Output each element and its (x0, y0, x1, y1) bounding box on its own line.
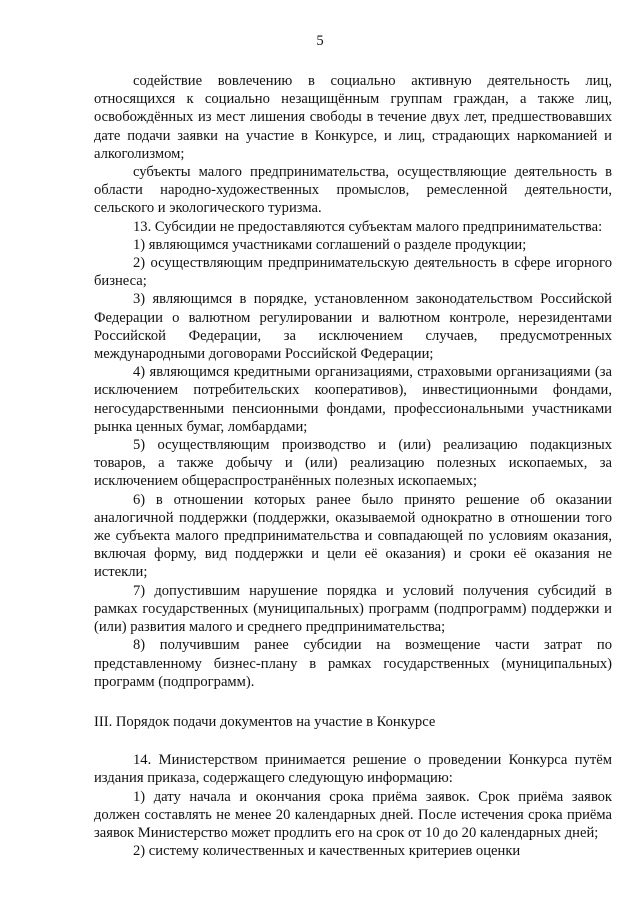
paragraph: субъекты малого предпринимательства, осуществляющие деятельность в области народно-художественных промыслов, ремесленной деятельности, сельского и экологического туризма. (94, 164, 612, 217)
list-item: 7) допустившим нарушение порядка и условий получения субсидий в рамках государственных (муниципальных) программ (подпрограмм) поддержки и (или) развития малого и среднего предпринимательства; (94, 582, 612, 636)
list-item: 6) в отношении которых ранее было принято решение об оказании аналогичной поддержки (поддержки, оказываемой однократно в отношении того же субъекта малого предпринимательства и совпадающей по условиям оказания, включая форму, вид поддержки и цели её оказания) и сроки её оказания не истекли; (94, 491, 612, 581)
section-heading: III. Порядок подачи документов на участие в Конкурсе (94, 713, 436, 730)
list-item: 1) дату начала и окончания срока приёма заявок. Срок приёма заявок должен составлять не менее 20 календарных дней. После истечения срока приёма заявок Министерство может продлить его на срок от 10 до 20 календарных дней; (94, 788, 612, 841)
paragraph: содействие вовлечению в социально активную деятельность лиц, относящихся к социально незащищённым группам граждан, а также лиц, освобождённых из мест лишения свободы в течение двух лет, предшествовавших дате подачи заявки на участие в Конкурсе, и лиц, страдающих наркоманией и алкоголизмом; (94, 73, 612, 162)
list-item: 2) систему количественных и качественных критериев оценки (133, 843, 521, 860)
list-item: 2) осуществляющим предпринимательскую деятельность в сфере игорного бизнеса; (94, 255, 612, 290)
document-body (94, 72, 612, 860)
list-item: 8) получившим ранее субсидии на возмещение части затрат по представленному бизнес-плану в рамках государственных (муниципальных) программ (подпрограмм). (94, 637, 612, 690)
paragraph-clause-13: 13. Субсидии не предоставляются субъектам малого предпринимательства: (133, 218, 603, 235)
list-item: 1) являющимся участниками соглашений о разделе продукции; (133, 236, 527, 253)
paragraph-clause-14: 14. Министерством принимается решение о проведении Конкурса путём издания приказа, содержащего следующую информацию: (94, 752, 612, 787)
page-number: 5 (316, 33, 324, 49)
list-item: 3) являющимся в порядке, установленном законодательством Российской Федерации о валютном регулировании и валютном контроле, нерезидентами Российской Федерации, за исключением случаев, предусмотренных международными договорами Российской Федерации; (94, 291, 612, 363)
list-item: 4) являющимся кредитными организациями, страховыми организациями (за исключением потребительских кооперативов), инвестиционными фондами, негосударственными пенсионными фондами, профессиональными участниками рынка ценных бумаг, ломбардами; (94, 364, 612, 435)
list-item: 5) осуществляющим производство и (или) реализацию подакцизных товаров, а также добычу и (или) реализацию полезных ископаемых, за исключением общераспространённых полезных ископаемых; (94, 437, 612, 490)
